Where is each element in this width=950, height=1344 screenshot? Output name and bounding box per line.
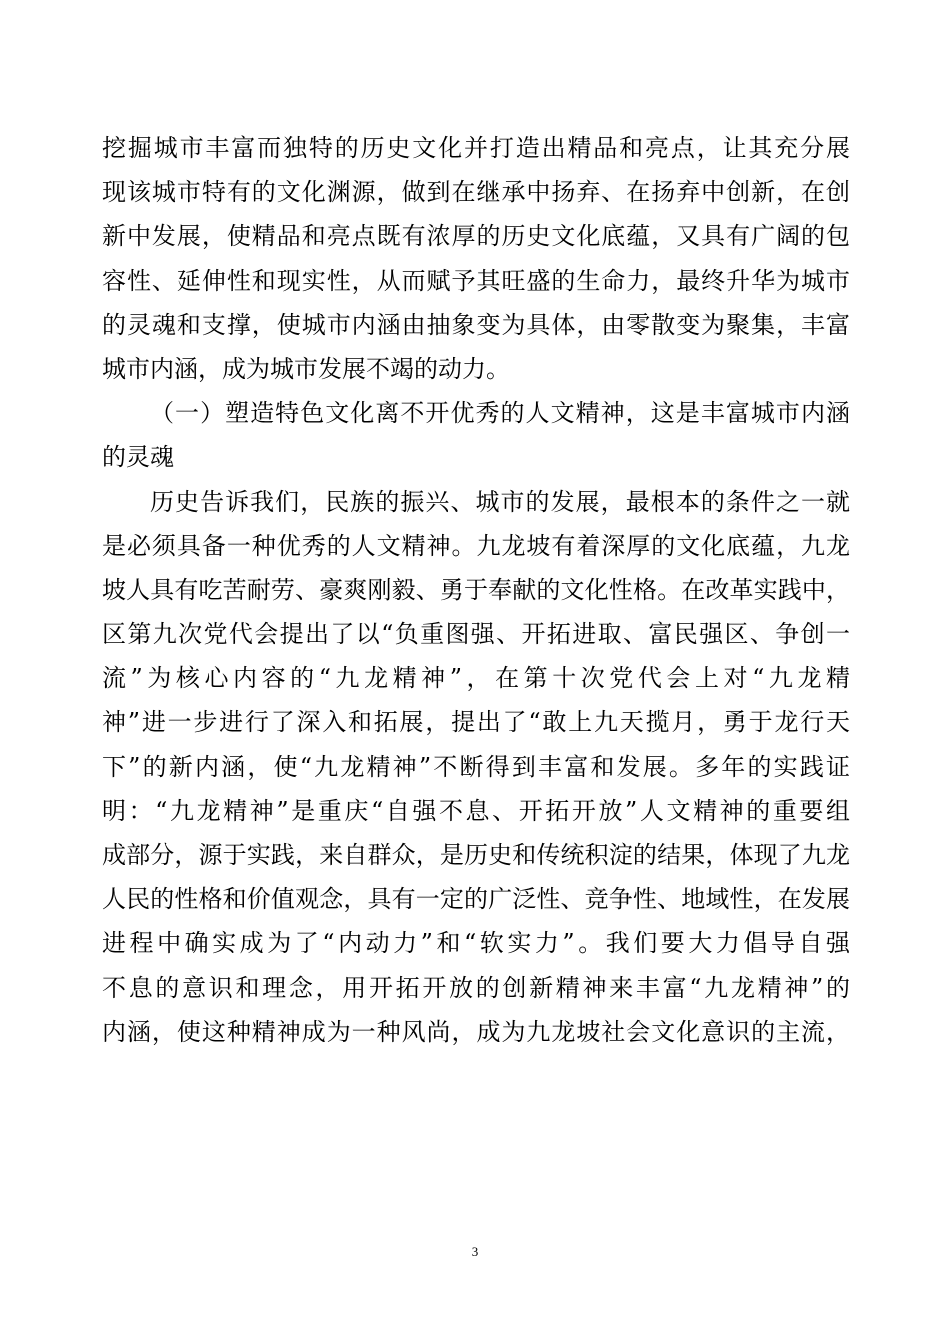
text-line: 下”的新内涵，使“九龙精神”不断得到丰富和发展。多年的实践证 <box>102 752 850 781</box>
text-line: 进程中确实成为了“内动力”和“软实力”。我们要大力倡导自强 <box>102 929 850 958</box>
paragraph-body <box>102 480 850 1054</box>
text-line: 成部分，源于实践，来自群众，是历史和传统积淀的结果，体现了九龙 <box>102 841 850 869</box>
text-line: 城市内涵，成为城市发展不竭的动力。 <box>102 354 510 383</box>
text-line: 流”为核心内容的“九龙精神”，在第十次党代会上对“九龙精 <box>102 664 850 693</box>
text-line: 坡人具有吃苦耐劳、豪爽刚毅、勇于奉献的文化性格。在改革实践中， <box>102 575 850 604</box>
text-line: 容性、延伸性和现实性，从而赋予其旺盛的生命力，最终升华为城市 <box>102 266 850 295</box>
page-number: 3 <box>471 1244 479 1259</box>
text-line: 区第九次党代会提出了以“负重图强、开拓进取、富民强区、争创一 <box>102 620 850 649</box>
text-line: 的灵魂和支撑，使城市内涵由抽象变为具体，由零散变为聚集，丰富 <box>102 310 850 339</box>
heading-line: （一）塑造特色文化离不开优秀的人文精神，这是丰富城市内涵 <box>150 399 850 428</box>
text-line: 人民的性格和价值观念，具有一定的广泛性、竞争性、地域性，在发展 <box>102 885 850 914</box>
text-line: 现该城市特有的文化渊源，做到在继承中扬弃、在扬弃中创新，在创 <box>102 178 850 207</box>
section-heading <box>102 391 850 479</box>
text-line: 内涵，使这种精神成为一种风尚，成为九龙坡社会文化意识的主流， <box>102 1017 850 1046</box>
text-line: 历史告诉我们，民族的振兴、城市的发展，最根本的条件之一就 <box>150 487 850 516</box>
body-text <box>102 126 850 1054</box>
text-line: 明：“九龙精神”是重庆“自强不息、开拓开放”人文精神的重要组 <box>102 796 850 825</box>
text-line: 不息的意识和理念，用开拓开放的创新精神来丰富“九龙精神”的 <box>102 973 850 1002</box>
paragraph-intro <box>102 126 850 391</box>
text-line: 神”进一步进行了深入和拓展，提出了“敢上九天揽月，勇于龙行天 <box>102 708 850 737</box>
text-line: 新中发展，使精品和亮点既有浓厚的历史文化底蕴，又具有广阔的包 <box>102 222 850 251</box>
text-line: 挖掘城市丰富而独特的历史文化并打造出精品和亮点，让其充分展 <box>102 134 850 162</box>
text-line: 是必须具备一种优秀的人文精神。九龙坡有着深厚的文化底蕴，九龙 <box>102 531 850 560</box>
heading-line: 的灵魂 <box>102 443 174 472</box>
